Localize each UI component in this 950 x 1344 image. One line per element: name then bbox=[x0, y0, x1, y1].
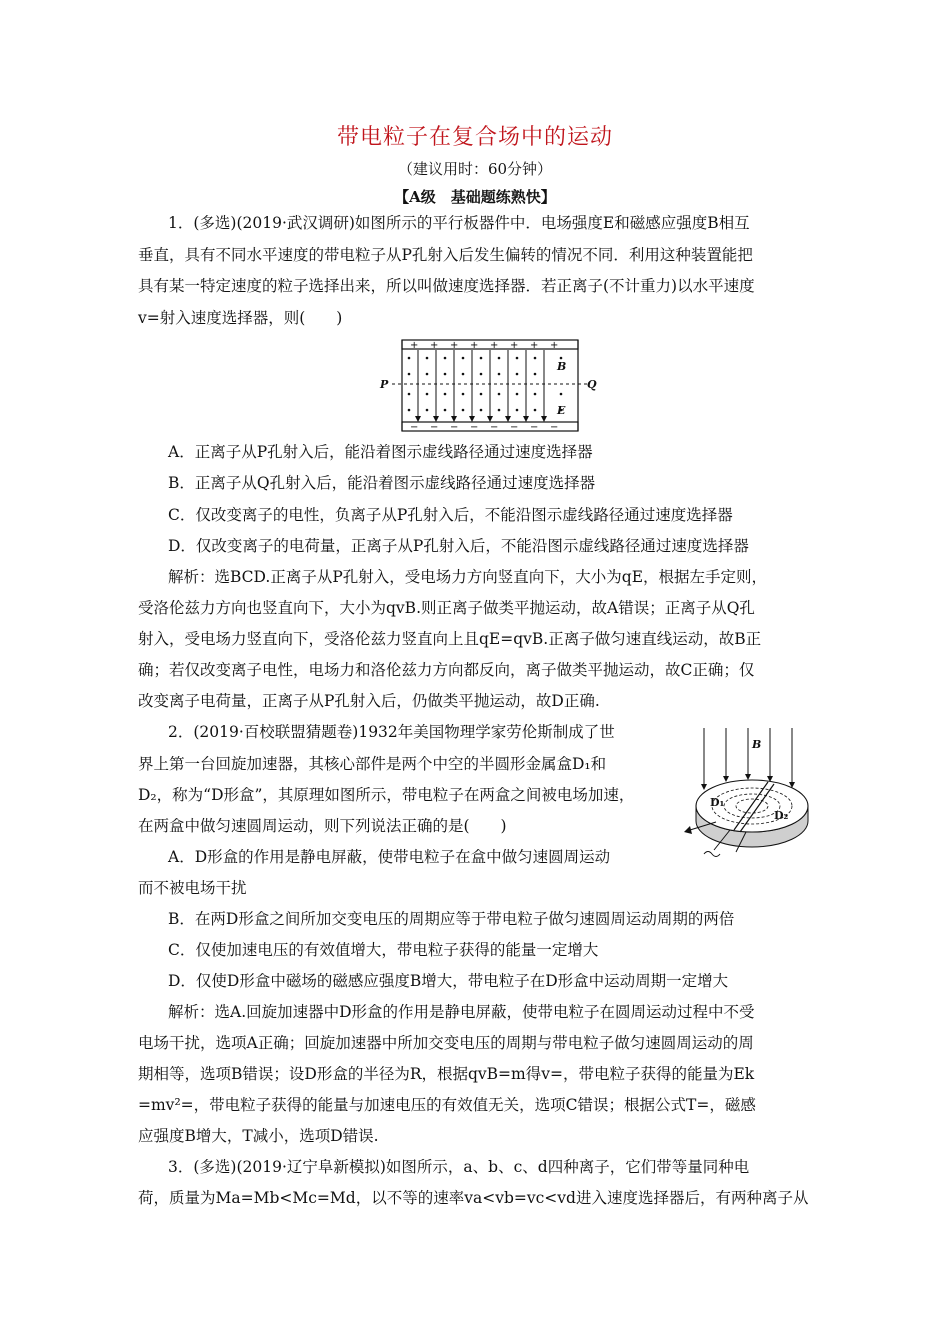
q2-option-b: B．在两D形盒之间所加交变电压的周期应等于带电粒子做匀速圆周运动周期的两倍 bbox=[168, 910, 735, 928]
q2-option-c: C．仅使加速电压的有效值增大，带电粒子获得的能量一定增大 bbox=[168, 941, 599, 959]
label-q: Q bbox=[587, 378, 597, 391]
velocity-selector-figure bbox=[378, 336, 598, 436]
svg-text:−: − bbox=[530, 422, 539, 433]
q1-line-3: 具有某一特定速度的粒子选择出来，所以叫做速度选择器．若正离子(不计重力)以水平速度 bbox=[138, 277, 755, 295]
label-p: P bbox=[380, 378, 389, 391]
q1-line-2: 垂直，具有不同水平速度的带电粒子从P孔射入后发生偏转的情况不同．利用这种装置能把 bbox=[138, 246, 753, 264]
q2-solution-1: 解析：选A.回旋加速器中D形盒的作用是静电屏蔽，使带电粒子在圆周运动过程中不受 bbox=[168, 1003, 755, 1021]
q1-line-1: 1．(多选)(2019·武汉调研)如图所示的平行板器件中．电场强度E和磁感应强度B相互 bbox=[168, 214, 750, 232]
svg-text:+: + bbox=[550, 340, 559, 351]
svg-text:−: − bbox=[410, 422, 419, 433]
q1-solution-5: 改变离子电荷量，正离子从P孔射入后，仍做类平抛运动，故D正确. bbox=[138, 692, 600, 710]
label-b: B bbox=[557, 360, 567, 373]
q1-solution-2: 受洛伦兹力方向也竖直向下，大小为qvB.则正离子做类平抛运动，故A错误；正离子从Q孔 bbox=[138, 599, 755, 617]
q2-line-2: 界上第一台回旋加速器，其核心部件是两个中空的半圆形金属盒D₁和 bbox=[138, 755, 607, 773]
svg-text:−: − bbox=[450, 422, 459, 433]
cyclotron-figure bbox=[676, 726, 826, 871]
q2-solution-4: =mv²=，带电粒子获得的能量与加速电压的有效值无关，选项C错误；根据公式T=，磁感 bbox=[138, 1096, 756, 1114]
q2-option-a-1: A．D形盒的作用是静电屏蔽，使带电粒子在盒中做匀速圆周运动 bbox=[168, 848, 611, 866]
q1-line-4: v=射入速度选择器，则( ) bbox=[138, 309, 343, 327]
q1-option-b: B．正离子从Q孔射入后，能沿着图示虚线路径通过速度选择器 bbox=[168, 474, 596, 492]
q3-line-1: 3．(多选)(2019·辽宁阜新模拟)如图所示，a、b、c、d四种离子，它们带等量同种电 bbox=[168, 1158, 750, 1176]
q2-option-a-2: 而不被电场干扰 bbox=[138, 879, 247, 897]
svg-text:−: − bbox=[510, 422, 519, 433]
level-heading: 【A级 基础题练熟快】 bbox=[394, 188, 556, 206]
q2-line-3: D₂，称为“D形盒”，其原理如图所示，带电粒子在两盒之间被电场加速， bbox=[138, 786, 635, 804]
label-d2: D₂ bbox=[774, 809, 789, 822]
svg-text:+: + bbox=[530, 340, 539, 351]
svg-text:−: − bbox=[470, 422, 479, 433]
time-suggestion: （建议用时：60分钟） bbox=[397, 160, 553, 178]
label-b2: B bbox=[752, 738, 762, 751]
q1-solution-4: 确；若仅改变离子电性，电场力和洛伦兹力方向都反向，离子做类平抛运动，故C正确；仅 bbox=[138, 661, 755, 679]
label-d1: D₁ bbox=[710, 796, 725, 809]
svg-text:−: − bbox=[490, 422, 499, 433]
q1-option-d: D．仅改变离子的电荷量，正离子从P孔射入后，不能沿图示虚线路径通过速度选择器 bbox=[168, 537, 749, 555]
q2-solution-2: 电场干扰，选项A正确；回旋加速器中所加交变电压的周期与带电粒子做匀速圆周运动的周 bbox=[138, 1034, 754, 1052]
q2-option-d: D．仅使D形盒中磁场的磁感应强度B增大，带电粒子在D形盒中运动周期一定增大 bbox=[168, 972, 729, 990]
svg-text:+: + bbox=[410, 340, 419, 351]
svg-text:+: + bbox=[470, 340, 479, 351]
svg-text:−: − bbox=[550, 422, 559, 433]
svg-text:+: + bbox=[450, 340, 459, 351]
q2-line-1: 2．(2019·百校联盟猜题卷)1932年美国物理学家劳伦斯制成了世 bbox=[168, 723, 615, 741]
svg-text:+: + bbox=[430, 340, 439, 351]
q1-option-c: C．仅改变离子的电性，负离子从P孔射入后，不能沿图示虚线路径通过速度选择器 bbox=[168, 506, 733, 524]
svg-text:−: − bbox=[430, 422, 439, 433]
q2-solution-3: 期相等，选项B错误；设D形盒的半径为R，根据qvB=m得v=，带电粒子获得的能量为Ek bbox=[138, 1065, 755, 1083]
q2-line-4: 在两盒中做匀速圆周运动，则下列说法正确的是( ) bbox=[138, 817, 507, 835]
q1-solution-1: 解析：选BCD.正离子从P孔射入，受电场力方向竖直向下，大小为qE，根据左手定则， bbox=[168, 568, 768, 586]
q1-solution-3: 射入，受电场力竖直向下，受洛伦兹力竖直向上且qE=qvB.正离子做匀速直线运动，故B正 bbox=[138, 630, 762, 648]
svg-text:+: + bbox=[490, 340, 499, 351]
q3-line-2: 荷，质量为Ma=Mb<Mc=Md，以不等的速率va<vb=vc<vd进入速度选择器后，有两种离子从 bbox=[138, 1189, 809, 1207]
q1-option-a: A．正离子从P孔射入后，能沿着图示虚线路径通过速度选择器 bbox=[168, 443, 593, 461]
page-title: 带电粒子在复合场中的运动 bbox=[336, 125, 613, 150]
q2-solution-5: 应强度B增大，T减小，选项D错误. bbox=[138, 1127, 379, 1145]
label-e: E bbox=[557, 404, 566, 417]
svg-text:+: + bbox=[510, 340, 519, 351]
